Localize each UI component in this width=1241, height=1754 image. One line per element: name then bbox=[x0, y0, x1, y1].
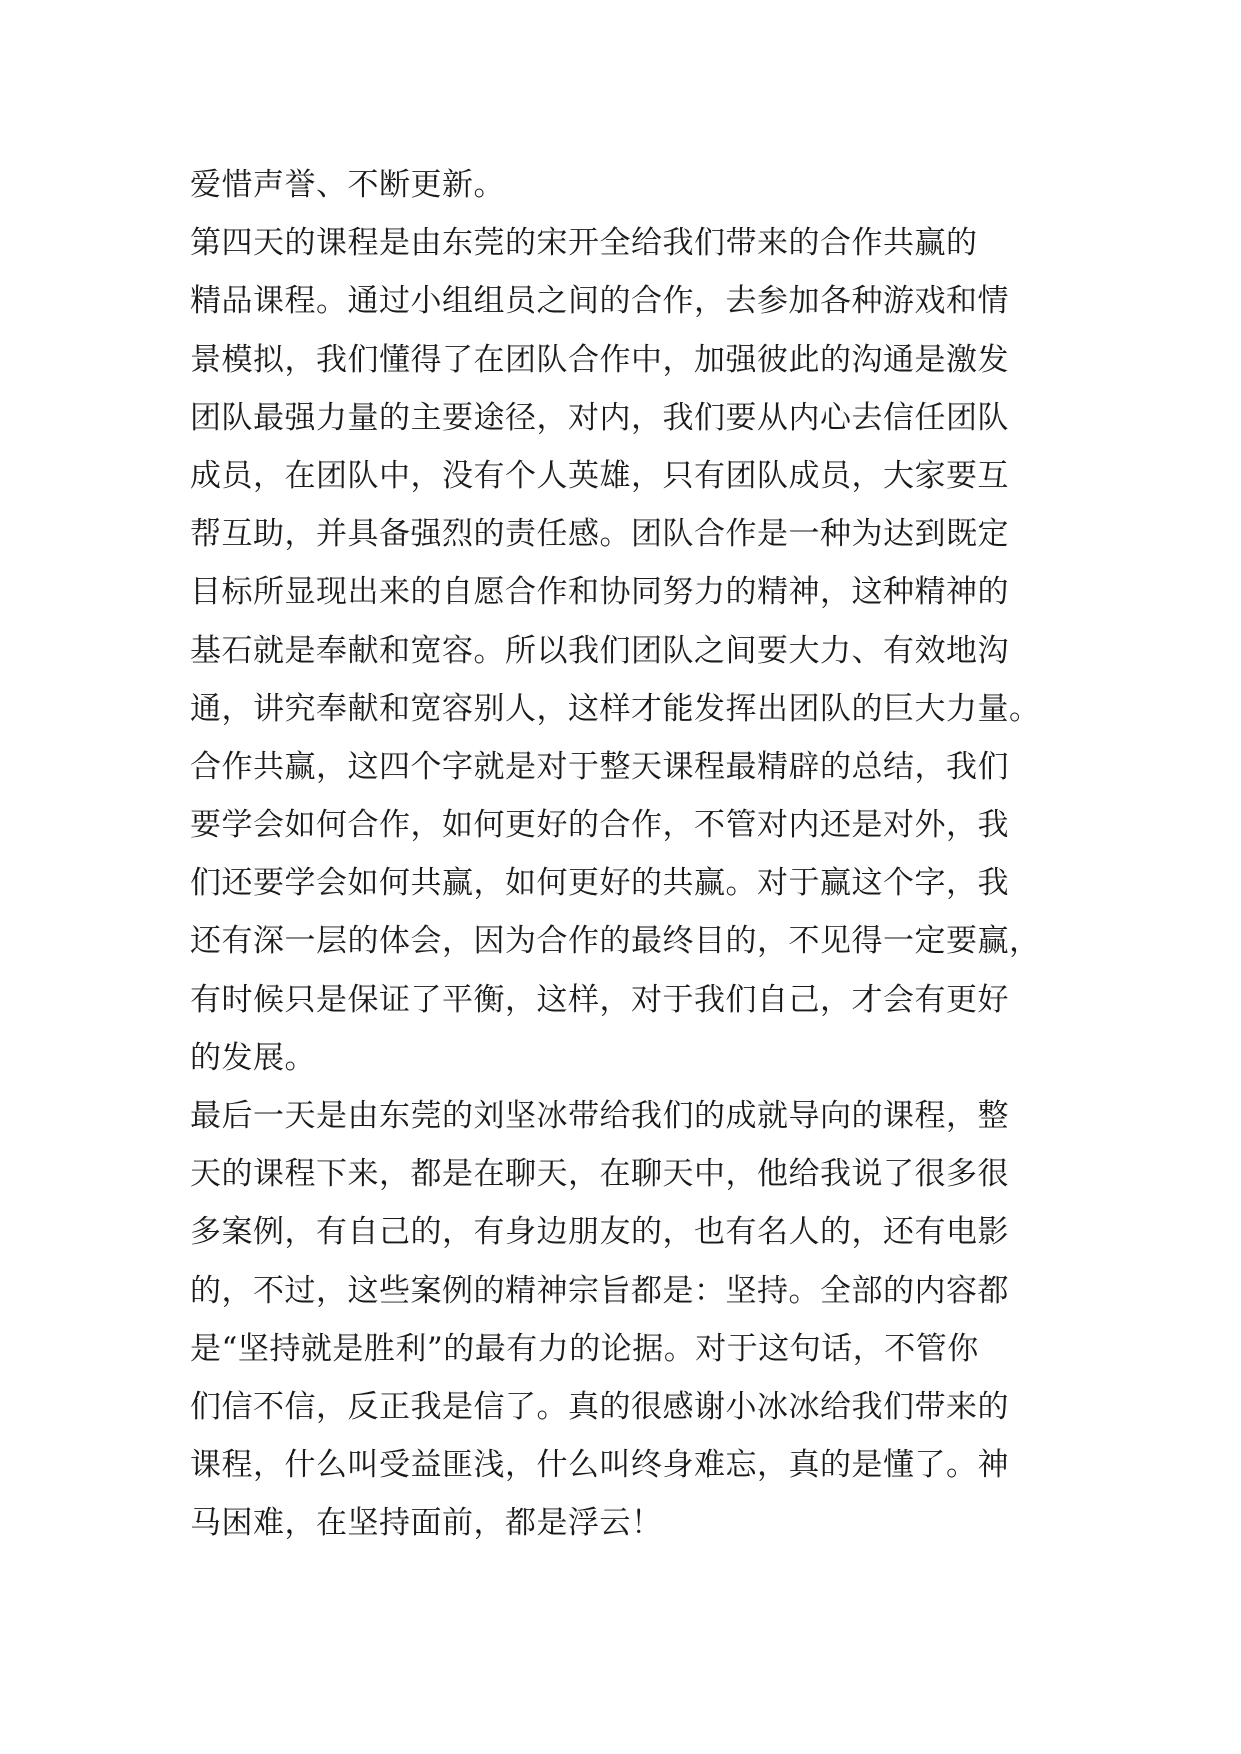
text-line: 成员，在团队中，没有个人英雄，只有团队成员，大家要互 bbox=[190, 457, 1009, 494]
text-line: 马困难，在坚持面前，都是浮云！ bbox=[190, 1505, 663, 1542]
text-line: 有时候只是保证了平衡，这样，对于我们自己，才会有更好 bbox=[190, 981, 1009, 1018]
text-line: 基石就是奉献和宽容。所以我们团队之间要大力、有效地沟 bbox=[190, 632, 1009, 669]
text-line: 的，不过，这些案例的精神宗旨都是：坚持。全部的内容都 bbox=[190, 1272, 1009, 1309]
text-line: 合作共赢，这四个字就是对于整天课程最精辟的总结，我们 bbox=[190, 748, 1009, 785]
text-line: 景模拟，我们懂得了在团队合作中，加强彼此的沟通是激发 bbox=[190, 341, 1009, 378]
text-line: 还有深一层的体会，因为合作的最终目的，不见得一定要赢， bbox=[190, 923, 1041, 960]
text-line: 们信不信，反正我是信了。真的很感谢小冰冰给我们带来的 bbox=[190, 1388, 1009, 1425]
text-line: 的发展。 bbox=[190, 1039, 316, 1076]
text-line: 课程，什么叫受益匪浅，什么叫终身难忘，真的是懂了。神 bbox=[190, 1447, 1009, 1484]
text-line: 是“坚持就是胜利”的最有力的论据。对于这句话，不管你 bbox=[190, 1330, 979, 1367]
text-line: 要学会如何合作，如何更好的合作，不管对内还是对外，我 bbox=[190, 807, 1009, 844]
document-body bbox=[190, 156, 1060, 1553]
text-line: 们还要学会如何共赢，如何更好的共赢。对于赢这个字，我 bbox=[190, 865, 1009, 902]
text-line: 精品课程。通过小组组员之间的合作，去参加各种游戏和情 bbox=[190, 283, 1009, 320]
text-line: 通，讲究奉献和宽容别人，这样才能发挥出团队的巨大力量。 bbox=[190, 690, 1041, 727]
text-line: 多案例，有自己的，有身边朋友的，也有名人的，还有电影 bbox=[190, 1214, 1009, 1251]
text-line: 团队最强力量的主要途径，对内，我们要从内心去信任团队 bbox=[190, 399, 1009, 436]
text-line: 最后一天是由东莞的刘坚冰带给我们的成就导向的课程，整 bbox=[190, 1098, 1009, 1134]
text-line: 目标所显现出来的自愿合作和协同努力的精神，这种精神的 bbox=[190, 574, 1009, 611]
text-line: 帮互助，并具备强烈的责任感。团队合作是一种为达到既定 bbox=[190, 516, 1009, 553]
text-line: 第四天的课程是由东莞的宋开全给我们带来的合作共赢的 bbox=[190, 225, 978, 262]
text-line: 爱惜声誉、不断更新。 bbox=[190, 167, 505, 203]
text-line: 天的课程下来，都是在聊天，在聊天中，他给我说了很多很 bbox=[190, 1156, 1009, 1193]
